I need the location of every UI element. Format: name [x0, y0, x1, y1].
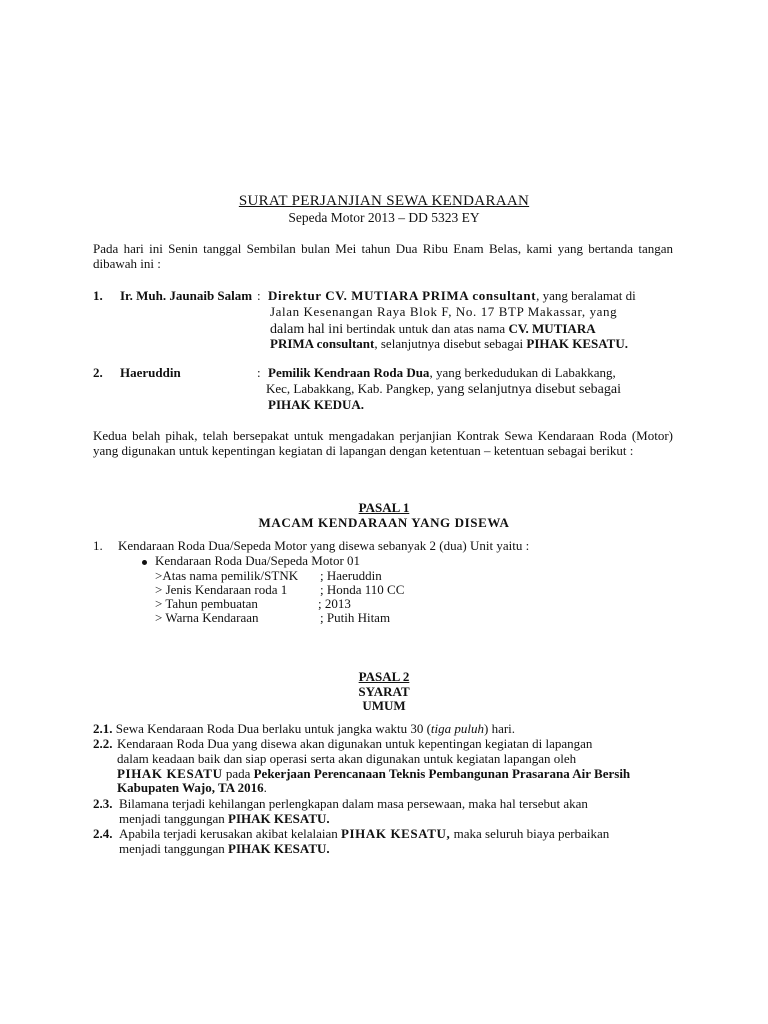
clause-2-3-line2: [119, 811, 330, 826]
party1-line1: [268, 288, 636, 303]
detail-label: > Jenis Kendaraan roda 1: [155, 582, 288, 597]
pasal1-item-text: Kendaraan Roda Dua/Sepeda Motor yang disewa sebanyak 2 (dua) Unit yaitu :: [118, 538, 530, 553]
clause-2-4-line1: [119, 826, 609, 841]
clause-2-1-text-a: Sewa Kendaraan Roda Dua berlaku untuk jangka waktu 30 (: [112, 721, 431, 736]
party2-name: Haeruddin: [120, 365, 181, 380]
clause-2-4-text-c: maka seluruh biaya perbaikan: [450, 826, 610, 841]
pasal2-heading: PASAL 2: [358, 669, 410, 684]
clause-2-4-text-a: Apabila terjadi kerusakan akibat kelalaian: [119, 826, 341, 841]
party2-line2-b: yang selanjutnya disebut sebagai: [437, 382, 622, 397]
detail-value: ; 2013: [318, 596, 351, 611]
clause-2-4-number: 2.4.: [93, 826, 113, 841]
party1-line3: [270, 321, 596, 337]
bullet-dot-icon: [142, 560, 147, 565]
party1-line4-text: , selanjutnya disebut sebagai: [374, 336, 527, 351]
party1-role: Direktur CV. MUTIARA PRIMA consultant: [268, 288, 537, 303]
clause-2-1-text-b: ) hari.: [484, 721, 516, 736]
clause-2-2-party: PIHAK KESATU: [117, 766, 223, 781]
party1-line4-bold: PRIMA consultant: [270, 336, 375, 351]
detail-value: ; Haeruddin: [320, 568, 382, 583]
clause-2-2-number: 2.2.: [93, 736, 113, 751]
clause-2-2-line1: Kendaraan Roda Dua yang disewa akan digunakan untuk kepentingan kegiatan di lapangan: [117, 736, 593, 751]
detail-value: ; Honda 110 CC: [320, 582, 405, 597]
clause-2-3-line1: Bilamana terjadi kehilangan perlengkapan dalam masa persewaan, maka hal tersebut akan: [119, 796, 588, 811]
party1-line2: Jalan Kesenangan Raya Blok F, No. 17 BTP Makassar, yang: [270, 304, 618, 319]
clause-2-1: [93, 721, 515, 736]
party2-role: Pemilik Kendraan Roda Dua: [268, 365, 430, 380]
intro-paragraph: Pada hari ini Senin tanggal Sembilan bulan Mei tahun Dua Ribu Enam Belas, kami yang bertanda tangan dibawah ini :: [93, 241, 673, 271]
clause-2-2-line2: dalam keadaan baik dan siap operasi serta akan digunakan untuk kegiatan lapangan oleh: [117, 751, 577, 766]
party1-line3-bold: CV. MUTIARA: [508, 321, 596, 336]
party2-number: 2.: [93, 365, 103, 380]
detail-label: >Atas nama pemilik/STNK: [155, 568, 299, 583]
clause-2-2-location: Kabupaten Wajo, TA 2016: [117, 780, 264, 795]
detail-label: > Tahun pembuatan: [155, 596, 258, 611]
party1-line4: [270, 336, 628, 351]
detail-label: > Warna Kendaraan: [155, 610, 259, 625]
pasal2-title-line2: UMUM: [362, 698, 406, 713]
clause-2-4-line2: [119, 841, 330, 856]
clause-2-3-text: menjadi tanggungan: [119, 811, 229, 826]
clause-2-3-number: 2.3.: [93, 796, 113, 811]
clause-2-1-italic: tiga puluh: [430, 721, 484, 736]
pasal1-item-number: 1.: [93, 538, 103, 553]
party2-line2: [266, 381, 621, 397]
party2-line2-a: Kec, Labakkang, Kab. Pangkep,: [266, 381, 438, 396]
clause-2-2-end: .: [263, 780, 267, 795]
pasal1-bullet-text: Kendaraan Roda Dua/Sepeda Motor 01: [155, 553, 361, 568]
clause-2-4-party: PIHAK KESATU,: [340, 826, 451, 841]
party1-colon: :: [257, 288, 261, 303]
clause-2-4-party2: PIHAK KESATU.: [228, 841, 330, 856]
party1-designation: PIHAK KESATU.: [526, 336, 628, 351]
clause-2-1-number: 2.1.: [93, 721, 113, 736]
clause-2-2-line3: [117, 766, 630, 781]
party1-name: Ir. Muh. Jaunaib Salam: [120, 288, 253, 303]
party2-colon: :: [257, 365, 261, 380]
party2-text1: , yang berkedudukan di Labakkang,: [429, 365, 616, 380]
party1-text1: , yang beralamat di: [536, 288, 636, 303]
party1-line3-b: bertindak untuk dan atas nama: [343, 321, 509, 336]
document-title: SURAT PERJANJIAN SEWA KENDARAAN: [238, 193, 530, 209]
clause-2-2-pada: pada: [222, 766, 254, 781]
agreement-paragraph: Kedua belah pihak, telah bersepakat untuk mengadakan perjanjian Kontrak Sewa Kendaraan Roda (Motor) yang digunakan untuk kepentingan kegiatan di lapangan dengan ketentuan – ketentuan sebagai berikut :: [93, 428, 673, 458]
party1-line3-a: dalam hal ini: [270, 322, 344, 337]
detail-value: ; Putih Hitam: [320, 610, 391, 625]
clause-2-3-party: PIHAK KESATU.: [228, 811, 330, 826]
clause-2-2-line4: [117, 780, 267, 795]
party2-designation: PIHAK KEDUA.: [268, 397, 365, 412]
document-subtitle: Sepeda Motor 2013 – DD 5323 EY: [288, 210, 480, 225]
pasal1-title: MACAM KENDARAAN YANG DISEWA: [258, 515, 510, 530]
pasal1-bullet: [142, 553, 147, 568]
party2-line1: [268, 365, 616, 380]
pasal1-heading: PASAL 1: [358, 500, 410, 515]
pasal2-title-line1: SYARAT: [358, 684, 410, 699]
party1-number: 1.: [93, 288, 103, 303]
clause-2-2-project: Pekerjaan Perencanaan Teknis Pembangunan Prasarana Air Bersih: [253, 766, 631, 781]
clause-2-4-text: menjadi tanggungan: [119, 841, 229, 856]
